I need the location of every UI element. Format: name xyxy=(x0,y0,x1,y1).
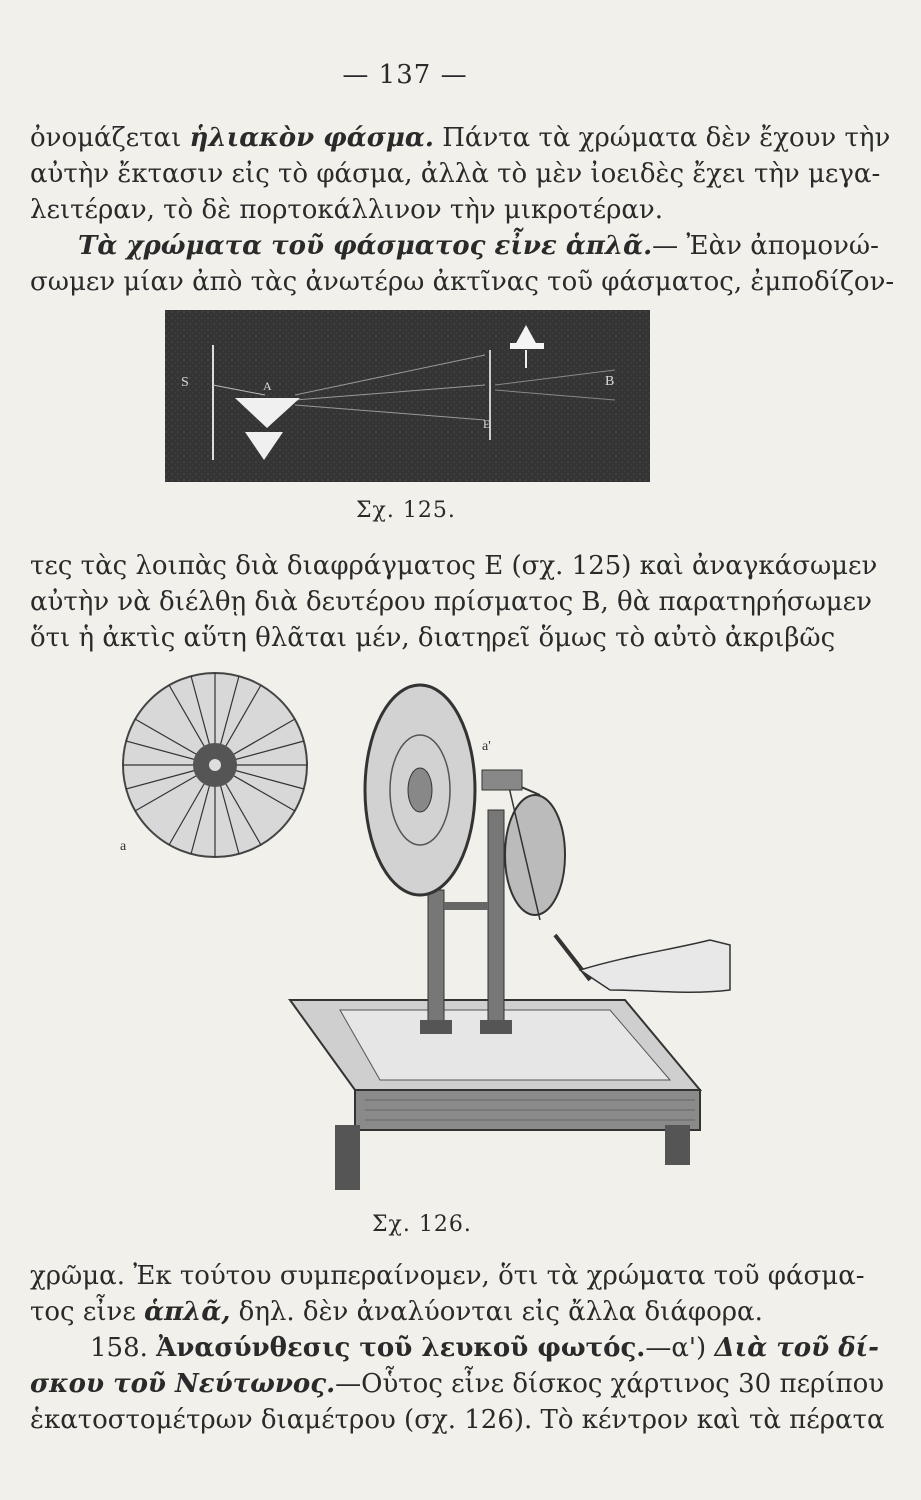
label-e: E xyxy=(483,417,491,431)
figure-caption: Σχ. 125. xyxy=(356,498,456,523)
text-line: λειτέραν, τὸ δὲ πορτοκάλλινον τὴν μικροτέραν. xyxy=(30,195,663,225)
section-heading: Τὰ χρώματα τοῦ φάσματος εἶνε ἁπλᾶ. xyxy=(78,231,653,261)
text-line: αὐτὴν ἔκτασιν εἰς τὸ φάσμα, ἀλλὰ τὸ μὲν ἰοειδὲς ἔχει τὴν μεγα- xyxy=(30,159,881,189)
text-run: — Ἐὰν ἀπομονώ- xyxy=(652,231,879,261)
text-line: χρῶμα. Ἐκ τούτου συμπεραίνομεν, ὅτι τὰ χρώματα τοῦ φάσμα- xyxy=(30,1261,865,1291)
figure-125 xyxy=(165,310,650,482)
text-run: Πάντα τὰ χρώματα δὲν ἔχουν τὴν xyxy=(433,123,891,153)
text-line xyxy=(30,120,891,156)
section-number: 158. xyxy=(90,1333,157,1363)
prism-spectrum-illustration xyxy=(165,310,650,482)
figure-126 xyxy=(110,670,740,1200)
label-a: A xyxy=(263,379,272,393)
subsection-heading: Διὰ τοῦ δί- xyxy=(714,1333,879,1363)
label-s: S xyxy=(181,375,189,390)
text-line xyxy=(30,1294,796,1330)
page-number: — 137 — xyxy=(342,60,468,90)
label-a-prime: a' xyxy=(482,739,491,754)
figure-caption: Σχ. 126. xyxy=(372,1212,472,1237)
text-line xyxy=(90,1330,879,1366)
text-run: τος εἶνε xyxy=(30,1297,145,1327)
newton-disc-face xyxy=(123,673,307,857)
text-line: τες τὰς λοιπὰς διὰ διαφράγματος Ε (σχ. 125) καὶ ἀναγκάσωμεν xyxy=(30,551,878,581)
subsection-heading: σκου τοῦ Νεύτωνος. xyxy=(30,1369,336,1399)
text-line: ὅτι ἡ ἀκτὶς αὕτη θλᾶται μέν, διατηρεῖ ὅμως τὸ αὐτὸ ἀκριβῶς xyxy=(30,623,836,653)
label-b: B xyxy=(605,374,615,389)
text-run: δηλ. δὲν ἀναλύονται εἰς ἄλλα διάφορα. xyxy=(230,1297,763,1327)
text-line xyxy=(30,1366,885,1402)
text-line: αὐτὴν νὰ διέλθῃ διὰ δευτέρου πρίσματος Β, θὰ παρατηρήσωμεν xyxy=(30,587,872,617)
label-a-small: a xyxy=(120,839,127,854)
emphasis-term: ἁπλᾶ, xyxy=(144,1297,231,1327)
text-run: —α') xyxy=(645,1333,715,1363)
text-run: ὀνομάζεται xyxy=(30,123,190,153)
text-line: ἑκατοστομέτρων διαμέτρου (σχ. 126). Τὸ κέντρον καὶ τὰ πέρατα xyxy=(30,1405,885,1435)
text-line: σωμεν μίαν ἀπὸ τὰς ἀνωτέρω ἀκτῖνας τοῦ φάσματος, ἐμποδίζον- xyxy=(30,267,895,297)
newton-disc-illustration xyxy=(110,670,740,1200)
section-heading: Ἀνασύνθεσις τοῦ λευκοῦ φωτός. xyxy=(156,1333,646,1363)
emphasis-term: ἡλιακὸν φάσμα. xyxy=(189,123,434,153)
text-run: —Οὗτος εἶνε δίσκος χάρτινος 30 περίπου xyxy=(335,1369,885,1399)
text-line xyxy=(78,228,879,264)
